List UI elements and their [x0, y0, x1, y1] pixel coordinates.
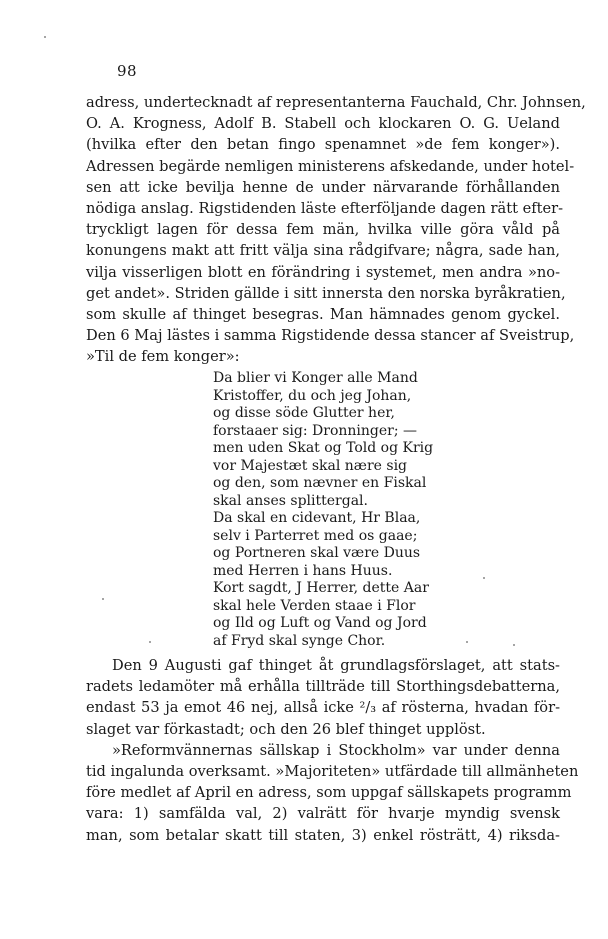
- text-line: vara: 1) samfälda val, 2) valrätt för hvarje myndig svensk: [86, 805, 560, 823]
- text-line: nödiga anslag. Rigstidenden läste efterföljande dagen rätt efter-: [86, 199, 564, 217]
- text-line: slaget var förkastadt; och den 26 blef thinget upplöst.: [86, 720, 486, 738]
- text-line: »Reformvännernas sällskap i Stockholm» var under denna: [112, 741, 560, 759]
- text-line: radets ledamöter må erhålla tillträde till Storthingsdebatterna,: [86, 678, 560, 696]
- text-line: tryckligt lagen för dessa fem män, hvilka ville göra våld på: [86, 221, 560, 239]
- page-number: 98: [117, 62, 138, 80]
- poem-line: og disse söde Glutter her,: [213, 405, 395, 421]
- text-line: konungens makt att fritt välja sina rådgifvare; några, sade han,: [86, 242, 560, 260]
- text-line: Den 9 Augusti gaf thinget åt grundlagsförslaget, att stats-: [112, 657, 560, 674]
- text-line: O. A. Krogness, Adolf B. Stabell och klockaren O. G. Ueland: [86, 115, 560, 133]
- text-line: som skulle af thinget besegras. Man hämnades genom gyckel.: [86, 305, 560, 323]
- text-line: före medlet af April en adress, som uppgaf sällskapets programm: [86, 784, 572, 802]
- text-line: sen att icke bevilja henne de under närvarande förhållanden: [86, 178, 560, 196]
- poem-line: selv i Parterret med os gaae;: [213, 527, 418, 544]
- poem-line: forstaaer sig: Dronninger; —: [213, 422, 418, 439]
- text-line: »Til de fem konger»:: [86, 348, 240, 366]
- poem-line: med Herren i hans Huus.: [213, 562, 393, 579]
- text-line: man, som betalar skatt till staten, 3) enkel rösträtt, 4) riksda-: [86, 826, 560, 844]
- text-line: get andet». Striden gällde i sitt innersta den norska byråkratien,: [86, 284, 566, 302]
- poem-line: Kort sagdt, J Herrer, dette Aar: [213, 580, 429, 596]
- paragraphs-after-poem: [86, 655, 579, 846]
- scan-speck: [44, 36, 46, 38]
- poem-line: men uden Skat og Told og Krig: [213, 440, 434, 456]
- poem-line: Da skal en cidevant, Hr Blaa,: [213, 510, 421, 526]
- poem-line: vor Majestæt skal nære sig: [213, 457, 408, 474]
- paragraph-address: [86, 92, 586, 367]
- poem-line: af Fryd skal synge Chor.: [213, 632, 386, 649]
- text-line: Adressen begärde nemligen ministerens afskedande, under hotel-: [86, 157, 575, 175]
- poem-line: og Ild og Luft og Vand og Jord: [213, 615, 427, 631]
- scan-speck: [149, 641, 151, 643]
- poem-line: og den, som nævner en Fiskal: [213, 475, 427, 491]
- scan-speck: [466, 641, 468, 643]
- poem-line: Da blier vi Konger alle Mand: [213, 370, 418, 386]
- scan-speck: [102, 598, 104, 600]
- poem-line: skal hele Verden staae i Flor: [213, 597, 416, 614]
- text-line: vilja visserligen blott en förändring i systemet, men andra »no-: [86, 263, 560, 281]
- poem-stanzas: [213, 370, 433, 650]
- text-line: endast 53 ja emot 46 nej, allså icke ²/₃ af rösterna, hvadan för-: [86, 699, 560, 717]
- text-line: tid ingalunda overksamt. »Majoriteten» utfärdade till allmänheten: [86, 762, 579, 780]
- scan-speck: [513, 644, 515, 646]
- poem-line: Kristoffer, du och jeg Johan,: [213, 387, 412, 404]
- text-line: Den 6 Maj lästes i samma Rigstidende dessa stancer af Sveistrup,: [86, 327, 575, 345]
- poem-line: og Portneren skal være Duus: [213, 545, 421, 561]
- scan-speck: [483, 577, 485, 579]
- text-line: adress, undertecknadt af representanterna Fauchald, Chr. Johnsen,: [86, 94, 586, 111]
- poem-line: skal anses splittergal.: [213, 492, 368, 509]
- text-line: (hvilka efter den betan fingo spenamnet »de fem konger»).: [86, 136, 560, 154]
